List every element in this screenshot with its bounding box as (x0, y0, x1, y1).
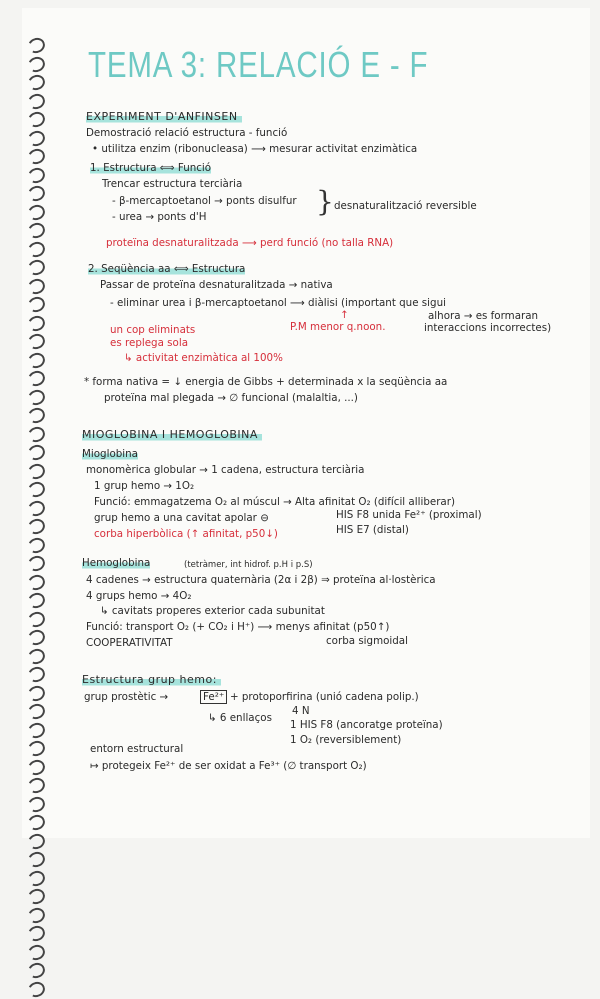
spiral-ring (26, 498, 47, 518)
spiral-ring (26, 683, 47, 703)
spiral-ring (26, 702, 47, 722)
spiral-ring (26, 332, 47, 352)
note-line: • utilitza enzim (ribonucleasa) ⟶ mesurar activitat enzimàtica (92, 143, 418, 155)
spiral-ring (26, 942, 47, 962)
spiral-ring (26, 54, 47, 74)
spiral-ring (26, 572, 47, 592)
note-line: 4 cadenes → estructura quaternària (2α i 2β) ⇒ proteïna al·lostèrica (86, 574, 436, 586)
section-anfinsen: EXPERIMENT D'ANFINSEN (86, 110, 242, 123)
note-line: entorn estructural (90, 743, 184, 755)
brace: } (316, 185, 334, 218)
note-line: Funció: emmagatzema O₂ al múscul → Alta afinitat O₂ (difícil alliberar) (94, 496, 455, 508)
spiral-ring (26, 36, 47, 56)
note-line-red: es replega sola (110, 337, 189, 349)
spiral-ring (26, 850, 47, 870)
note-line: COOPERATIVITAT (86, 637, 173, 649)
spiral-ring (26, 813, 47, 833)
spiral-ring (26, 369, 47, 389)
fe-box: Fe²⁺ (200, 690, 227, 704)
note-line: desnaturalització reversible (334, 200, 477, 212)
note-line: - eliminar urea i β-mercaptoetanol ⟶ diàlisi (important que sigui (110, 297, 446, 309)
note-line: - urea → ponts d'H (112, 211, 207, 223)
note-line: 4 grups hemo → 4O₂ (86, 590, 192, 602)
spiral-ring (26, 202, 47, 222)
spiral-ring (26, 979, 47, 999)
spiral-ring (26, 720, 47, 740)
spiral-ring (26, 794, 47, 814)
spiral-ring (26, 313, 47, 333)
spiral-ring (26, 73, 47, 93)
note-line: (tetràmer, int hidrof. p.H i p.S) (184, 560, 313, 570)
note-line: 1 O₂ (reversiblement) (290, 734, 402, 746)
spiral-ring (26, 165, 47, 185)
spiral-ring (26, 961, 47, 981)
spiral-ring (26, 258, 47, 278)
spiral-ring (26, 461, 47, 481)
note-line: HIS E7 (distal) (336, 524, 409, 536)
spiral-ring (26, 591, 47, 611)
note-line: monomèrica globular → 1 cadena, estructura terciària (86, 464, 365, 476)
spiral-ring (26, 554, 47, 574)
note-line-red: corba hiperbòlica (↑ afinitat, p50↓) (94, 528, 278, 540)
note-line: proteïna mal plegada → ∅ funcional (malaltia, ...) (104, 392, 358, 404)
spiral-ring (26, 239, 47, 259)
subsection-heading: Hemoglobina (82, 557, 151, 569)
note-line-red: proteïna desnaturalitzada ⟶ perd funció (no talla RNA) (106, 237, 394, 249)
spiral-ring (26, 480, 47, 500)
spiral-ring (26, 887, 47, 907)
note-line-red: P.M menor q.noon. (290, 321, 386, 333)
note-line: + protoporfirina (unió cadena polip.) (230, 691, 419, 703)
note-line-red: un cop eliminats (110, 324, 196, 336)
note-line: Demostració relació estructura - funció (86, 127, 288, 139)
note-line: corba sigmoidal (326, 635, 408, 647)
note-line: 4 N (292, 705, 310, 717)
note-line: alhora → es formaran (428, 310, 539, 322)
note-line: Passar de proteïna desnaturalitzada → nativa (100, 279, 333, 291)
spiral-ring (26, 350, 47, 370)
spiral-ring (26, 424, 47, 444)
spiral-ring (26, 924, 47, 944)
spiral-ring (26, 905, 47, 925)
note-line: HIS F8 unida Fe²⁺ (proximal) (336, 509, 482, 521)
spiral-ring (26, 609, 47, 629)
note-line: ↳ cavitats properes exterior cada subunitat (100, 605, 325, 617)
note-line: ↦ protegeix Fe²⁺ de ser oxidat a Fe³⁺ (∅ transport O₂) (90, 760, 367, 772)
spiral-ring (26, 739, 47, 759)
note-line: - β-mercaptoetanol → ponts disulfur (112, 195, 297, 207)
spiral-ring (26, 628, 47, 648)
subsection-heading: 1. Estructura ⟺ Funció (90, 162, 212, 174)
spiral-ring (26, 184, 47, 204)
note-line: grup hemo a una cavitat apolar ⊖ (94, 512, 269, 524)
spiral-ring (26, 295, 47, 315)
spiral-binding (28, 38, 58, 828)
spiral-ring (26, 276, 47, 296)
spiral-ring (26, 147, 47, 167)
spiral-ring (26, 406, 47, 426)
section-mioglobina-hemoglobina: MIOGLOBINA I HEMOGLOBINA (82, 428, 262, 441)
spiral-ring (26, 221, 47, 241)
note-line: ↳ 6 enllaços (208, 712, 272, 724)
note-line: 1 grup hemo → 1O₂ (94, 480, 195, 492)
subsection-heading: Mioglobina (82, 448, 138, 460)
page-title: TEMA 3: RELACIÓ E - F (88, 44, 429, 85)
section-estructura-grup-hemo: Estructura grup hemo: (82, 673, 221, 686)
spiral-ring (26, 776, 47, 796)
note-line-red: ↳ activitat enzimàtica al 100% (124, 352, 283, 364)
spiral-ring (26, 128, 47, 148)
spiral-ring (26, 665, 47, 685)
spiral-ring (26, 535, 47, 555)
spiral-ring (26, 443, 47, 463)
spiral-ring (26, 387, 47, 407)
note-line: Trencar estructura terciària (102, 178, 243, 190)
spiral-ring (26, 757, 47, 777)
spiral-ring (26, 646, 47, 666)
note-line: 1 HIS F8 (ancoratge proteïna) (290, 719, 443, 731)
note-line: Funció: transport O₂ (+ CO₂ i H⁺) ⟶ menys afinitat (p50↑) (86, 621, 390, 633)
spiral-ring (26, 868, 47, 888)
spiral-ring (26, 517, 47, 537)
note-line: interaccions incorrectes) (424, 322, 552, 334)
spiral-ring (26, 91, 47, 111)
spiral-ring (26, 110, 47, 130)
note-line: grup prostètic → (84, 691, 169, 703)
note-line: * forma nativa = ↓ energia de Gibbs + determinada x la seqüència aa (84, 376, 448, 388)
arrow-up: ↑ (340, 309, 349, 321)
subsection-heading: 2. Seqüència aa ⟺ Estructura (88, 263, 246, 275)
